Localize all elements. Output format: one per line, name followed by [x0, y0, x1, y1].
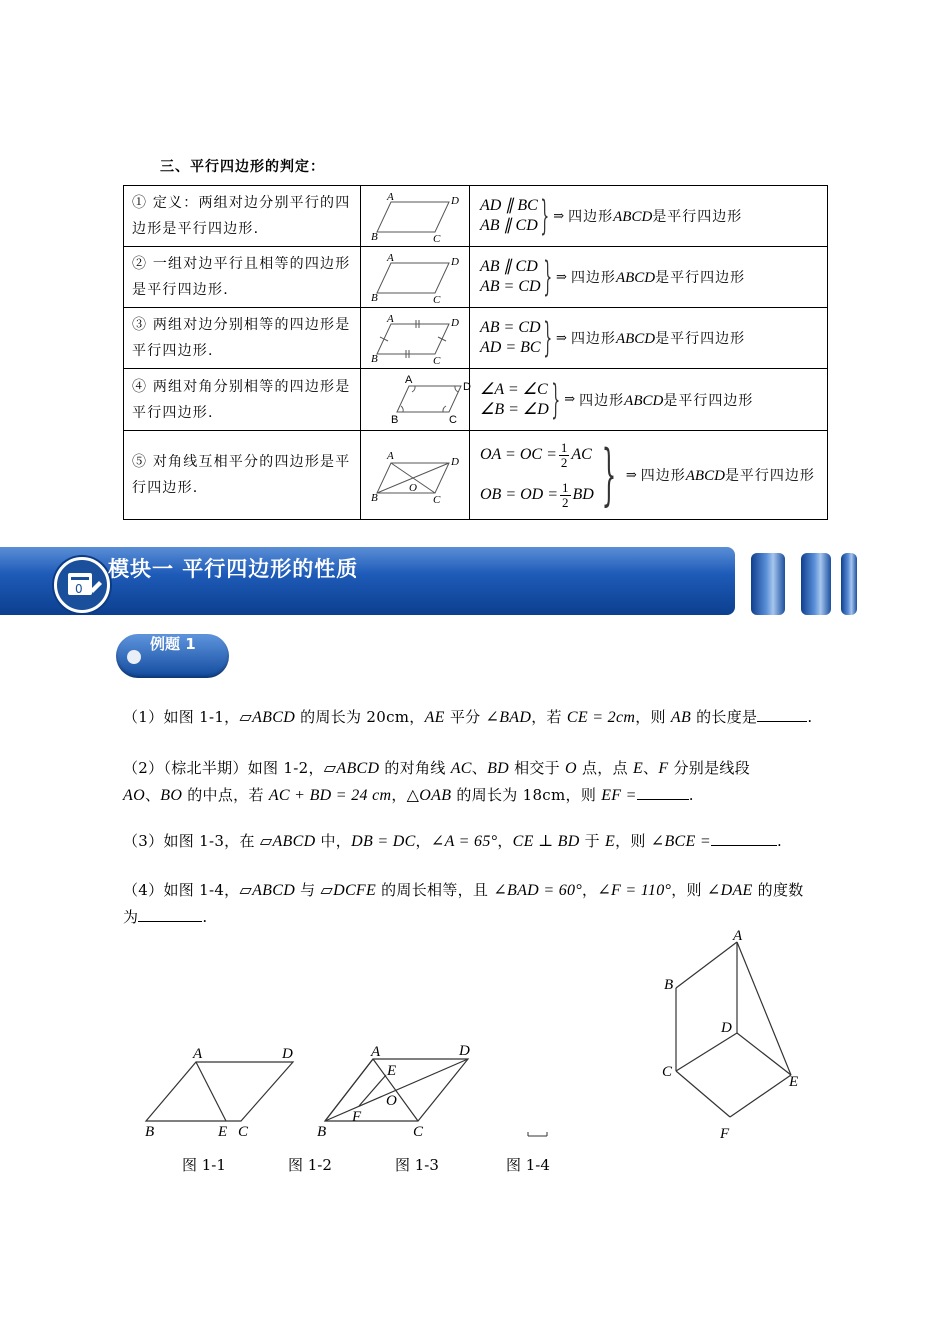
decorative-pillar [751, 553, 785, 615]
svg-text:D: D [282, 1046, 293, 1062]
svg-text:A: A [387, 450, 394, 462]
criterion-figure [361, 431, 470, 520]
figure-caption: 图 1-3 [395, 1156, 439, 1174]
condition-line: AB ∥ CD [480, 258, 538, 275]
svg-text:C: C [449, 413, 457, 426]
condition-line: AD = BC [480, 339, 541, 356]
svg-text:B: B [391, 413, 399, 426]
section-heading: 三、平行四边形的判定： [160, 159, 325, 175]
figures-area [0, 920, 950, 1150]
implies-symbol: ⇒ [625, 467, 637, 483]
svg-text:A: A [371, 1044, 381, 1060]
criterion-condition [470, 308, 828, 369]
question-1: （1）如图 1-1，▱ABCD 的周长为 20cm，AE 平分 ∠BAD，若 CE = 2cm，则 AB 的长度是 . [123, 708, 813, 726]
implies-symbol: ⇒ [553, 208, 565, 224]
svg-text:B: B [371, 292, 378, 304]
parallelogram-diagonals-diagram [361, 445, 469, 505]
svg-text:C: C [433, 294, 441, 306]
brace-symbol: } [542, 315, 552, 361]
implies-symbol: ⇒ [564, 392, 576, 407]
criteria-row [124, 308, 828, 369]
figure-1-1 [145, 1046, 293, 1140]
criterion-description: ③ 两组对边分别相等的四边形是平行四边形. [124, 308, 361, 369]
criterion-conclusion: 四边形ABCD是平行四边形 [570, 270, 746, 286]
decorative-pillar [801, 553, 831, 615]
implies-symbol: ⇒ [556, 269, 567, 285]
svg-text:O: O [386, 1093, 397, 1109]
svg-text:B: B [371, 492, 378, 504]
svg-text:B: B [145, 1124, 155, 1140]
svg-text:D: D [451, 195, 459, 207]
condition-line: AB ∥ CD [480, 217, 538, 234]
criteria-row [124, 186, 828, 247]
criteria-table [123, 185, 828, 520]
svg-text:F: F [720, 1126, 730, 1142]
answer-blank[interactable] [637, 784, 689, 800]
condition-line: AB = CD [480, 278, 541, 295]
brace-symbol: } [540, 193, 549, 239]
svg-text:C: C [238, 1124, 249, 1140]
svg-text:B: B [317, 1124, 327, 1140]
example-label: 例题 1 [150, 635, 196, 653]
svg-text:C: C [433, 494, 441, 506]
criterion-figure [361, 247, 470, 308]
criterion-condition [470, 186, 828, 247]
criteria-row [124, 369, 828, 431]
brace-symbol: } [542, 254, 552, 300]
criterion-figure [361, 308, 470, 369]
criterion-description: ② 一组对边平行且相等的四边形是平行四边形. [124, 247, 361, 308]
figure-caption: 图 1-1 [182, 1156, 226, 1174]
svg-text:D: D [721, 1020, 732, 1036]
decorative-pillar [841, 553, 857, 615]
svg-text:D: D [451, 317, 459, 329]
criterion-condition [470, 369, 828, 431]
book-icon [54, 557, 110, 613]
parallelogram-tick-diagram [361, 310, 469, 366]
svg-text:D: D [451, 256, 459, 268]
brace-symbol: } [551, 376, 560, 423]
criterion-figure [361, 369, 470, 431]
criterion-conclusion: 四边形ABCD是平行四边形 [579, 392, 754, 409]
condition-line: OB = OD = $\frac{1}{2}$ BD [480, 479, 594, 510]
svg-text:C: C [433, 233, 441, 245]
condition-line: AB = CD [480, 319, 541, 336]
question-2: （2）（棕北半期）如图 1-2，▱ABCD 的对角线 AC、BD 相交于 O 点，点 E、F 分别是线段 AO、BO 的中点，若 AC + BD = 24 cm，△OAB 的周长为 18cm，则 EF = . [123, 759, 750, 804]
svg-text:E: E [789, 1074, 799, 1090]
parallelogram-angle-diagram [361, 370, 469, 430]
figure-caption: 图 1-2 [288, 1156, 332, 1174]
svg-text:A: A [733, 928, 743, 944]
svg-text:D: D [463, 380, 471, 393]
svg-text:C: C [413, 1124, 424, 1140]
parallelogram-diagram [361, 249, 469, 305]
criterion-figure [361, 186, 470, 247]
question-3: （3）如图 1-3，在 ▱ABCD 中，DB = DC，∠A = 65°，CE ⊥ BD 于 E，则 ∠BCE = . [123, 832, 783, 850]
brace-symbol: } [601, 436, 617, 513]
criterion-description: ⑤ 对角线互相平分的四边形是平行四边形. [124, 431, 361, 520]
criterion-description: ④ 两组对角分别相等的四边形是平行四边形. [124, 369, 361, 431]
criteria-row [124, 431, 828, 520]
criterion-conclusion: 四边形ABCD是平行四边形 [640, 468, 815, 484]
figure-1-2 [317, 1043, 470, 1140]
svg-text:B: B [664, 977, 674, 993]
implies-symbol: ⇒ [556, 330, 567, 346]
svg-text:A: A [405, 373, 413, 386]
svg-text:B: B [371, 353, 378, 365]
svg-text:D: D [451, 456, 459, 468]
svg-text:C: C [662, 1064, 673, 1080]
svg-text:O: O [409, 482, 417, 494]
svg-text:C: C [433, 355, 441, 367]
svg-text:A: A [387, 252, 394, 264]
criterion-description: ① 定义：两组对边分别平行的四边形是平行四边形. [124, 186, 361, 247]
svg-text:A: A [387, 191, 394, 203]
criterion-condition [470, 247, 828, 308]
condition-line: AD ∥ BC [480, 197, 538, 214]
condition-line: OA = OC = $\frac{1}{2}$ AC [480, 439, 592, 470]
question-4: （4）如图 1-4，▱ABCD 与 ▱DCFE 的周长相等，且 ∠BAD = 60°，∠F = 110°，则 ∠DAE 的度数 为 . [123, 881, 804, 926]
criterion-conclusion: 四边形ABCD是平行四边形 [570, 331, 746, 347]
figure-caption: 图 1-4 [506, 1156, 550, 1174]
svg-text:E: E [387, 1063, 397, 1079]
svg-text:B: B [371, 231, 378, 243]
svg-text:A: A [193, 1046, 203, 1062]
criterion-condition [470, 431, 828, 520]
svg-text:D: D [459, 1043, 470, 1059]
figure-1-3 [528, 1132, 547, 1136]
answer-blank[interactable] [757, 706, 807, 722]
svg-text:A: A [387, 313, 394, 325]
answer-blank[interactable] [711, 830, 777, 846]
module-title: 模块一 平行四边形的性质 [108, 557, 359, 581]
svg-text:E: E [218, 1124, 228, 1140]
criterion-conclusion: 四边形ABCD是平行四边形 [568, 209, 743, 225]
condition-line: ∠A = ∠C [480, 380, 548, 398]
svg-text:F: F [352, 1109, 362, 1125]
bullet-icon [127, 650, 141, 664]
criteria-row [124, 247, 828, 308]
svg-text:0: 0 [75, 582, 83, 596]
parallelogram-diagram [361, 188, 469, 244]
condition-line: ∠B = ∠D [480, 400, 549, 418]
figure-1-4 [662, 928, 798, 1142]
